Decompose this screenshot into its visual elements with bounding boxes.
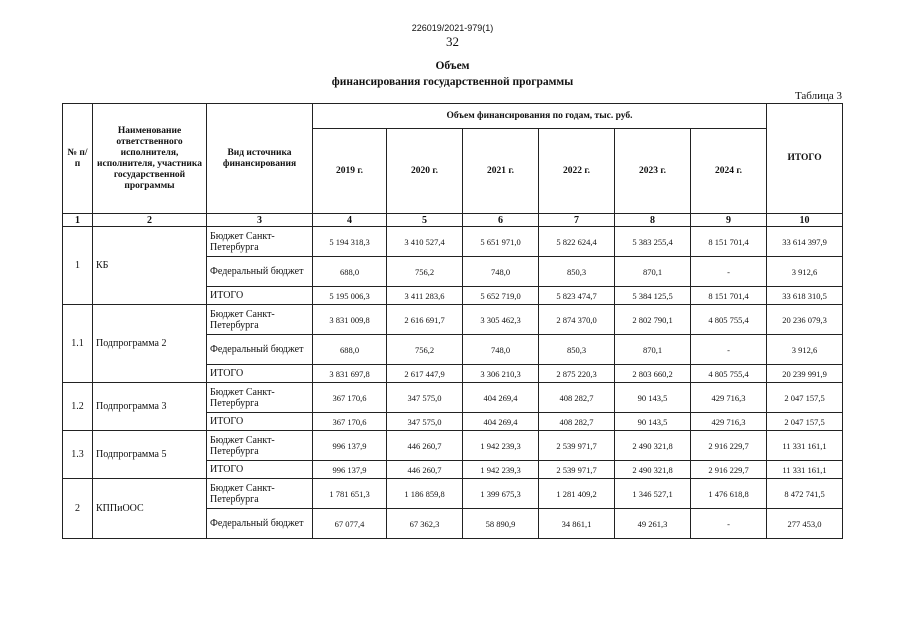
- cell-value: 404 269,4: [463, 413, 539, 431]
- column-number: 1: [63, 214, 93, 227]
- cell-total: 11 331 161,1: [767, 461, 843, 479]
- row-name: КБ: [93, 227, 207, 305]
- cell-value: -: [691, 509, 767, 539]
- cell-value: 2 916 229,7: [691, 431, 767, 461]
- header-source: Вид источника финансирования: [207, 104, 313, 214]
- cell-value: 2 802 790,1: [615, 305, 691, 335]
- cell-value: 688,0: [313, 335, 387, 365]
- row-index: 1.3: [63, 431, 93, 479]
- cell-value: 3 831 009,8: [313, 305, 387, 335]
- header-year: 2023 г.: [615, 129, 691, 214]
- cell-value: 5 823 474,7: [539, 287, 615, 305]
- header-total: ИТОГО: [767, 104, 843, 214]
- cell-value: 67 362,3: [387, 509, 463, 539]
- cell-value: 1 476 618,8: [691, 479, 767, 509]
- row-source: Бюджет Санкт-Петербурга: [207, 383, 313, 413]
- row-source: ИТОГО: [207, 461, 313, 479]
- column-number: 5: [387, 214, 463, 227]
- column-number: 4: [313, 214, 387, 227]
- cell-value: 996 137,9: [313, 461, 387, 479]
- row-source: ИТОГО: [207, 287, 313, 305]
- cell-value: 367 170,6: [313, 383, 387, 413]
- cell-value: 4 805 755,4: [691, 365, 767, 383]
- column-number-row: [63, 214, 843, 227]
- row-index: 1.1: [63, 305, 93, 383]
- cell-value: 3 410 527,4: [387, 227, 463, 257]
- table-row: [63, 479, 843, 509]
- cell-value: 446 260,7: [387, 461, 463, 479]
- cell-value: 1 781 651,3: [313, 479, 387, 509]
- header-year: 2019 г.: [313, 129, 387, 214]
- row-name: Подпрограмма 2: [93, 305, 207, 383]
- header-name: Наименование ответственного исполнителя, исполнителя, участника государственной программы: [93, 104, 207, 214]
- page-number: 32: [446, 34, 459, 49]
- cell-value: 748,0: [463, 257, 539, 287]
- column-number: 10: [767, 214, 843, 227]
- cell-value: 429 716,3: [691, 383, 767, 413]
- table-row: [63, 383, 843, 413]
- column-number: 6: [463, 214, 539, 227]
- cell-value: 5 384 125,5: [615, 287, 691, 305]
- row-source: Федеральный бюджет: [207, 257, 313, 287]
- row-name: Подпрограмма 5: [93, 431, 207, 479]
- cell-value: 5 652 719,0: [463, 287, 539, 305]
- cell-value: 5 194 318,3: [313, 227, 387, 257]
- document-title: Объем: [435, 60, 470, 72]
- cell-value: 408 282,7: [539, 383, 615, 413]
- row-source: Бюджет Санкт-Петербурга: [207, 305, 313, 335]
- cell-value: 429 716,3: [691, 413, 767, 431]
- cell-value: 446 260,7: [387, 431, 463, 461]
- cell-value: 2 490 321,8: [615, 461, 691, 479]
- column-number: 3: [207, 214, 313, 227]
- cell-value: 756,2: [387, 335, 463, 365]
- cell-total: 2 047 157,5: [767, 413, 843, 431]
- cell-value: 756,2: [387, 257, 463, 287]
- cell-value: -: [691, 257, 767, 287]
- row-source: Федеральный бюджет: [207, 509, 313, 539]
- cell-value: 2 539 971,7: [539, 431, 615, 461]
- header-year: 2024 г.: [691, 129, 767, 214]
- cell-value: -: [691, 335, 767, 365]
- cell-value: 2 490 321,8: [615, 431, 691, 461]
- cell-value: 3 411 283,6: [387, 287, 463, 305]
- header-num: № п/п: [63, 104, 93, 214]
- cell-value: 870,1: [615, 257, 691, 287]
- cell-value: 870,1: [615, 335, 691, 365]
- header-volume: Объем финансирования по годам, тыс. руб.: [313, 104, 767, 129]
- cell-value: 58 890,9: [463, 509, 539, 539]
- cell-total: 2 047 157,5: [767, 383, 843, 413]
- row-name: КППиООС: [93, 479, 207, 539]
- cell-value: 2 617 447,9: [387, 365, 463, 383]
- cell-value: 67 077,4: [313, 509, 387, 539]
- cell-value: 1 942 239,3: [463, 431, 539, 461]
- cell-value: 748,0: [463, 335, 539, 365]
- cell-value: 1 281 409,2: [539, 479, 615, 509]
- cell-value: 408 282,7: [539, 413, 615, 431]
- cell-value: 3 305 462,3: [463, 305, 539, 335]
- cell-total: 8 472 741,5: [767, 479, 843, 509]
- row-index: 1.2: [63, 383, 93, 431]
- header-year: 2021 г.: [463, 129, 539, 214]
- table-row: [63, 305, 843, 335]
- cell-total: 11 331 161,1: [767, 431, 843, 461]
- cell-value: 5 822 624,4: [539, 227, 615, 257]
- document-id: 226019/2021-979(1): [411, 23, 494, 33]
- row-source: Бюджет Санкт-Петербурга: [207, 479, 313, 509]
- cell-value: 4 805 755,4: [691, 305, 767, 335]
- column-number: 7: [539, 214, 615, 227]
- row-source: Федеральный бюджет: [207, 335, 313, 365]
- cell-value: 5 651 971,0: [463, 227, 539, 257]
- cell-value: 5 383 255,4: [615, 227, 691, 257]
- cell-total: 33 618 310,5: [767, 287, 843, 305]
- cell-value: 90 143,5: [615, 413, 691, 431]
- cell-value: 34 861,1: [539, 509, 615, 539]
- cell-value: 2 874 370,0: [539, 305, 615, 335]
- cell-value: 996 137,9: [313, 431, 387, 461]
- row-source: Бюджет Санкт-Петербурга: [207, 431, 313, 461]
- cell-value: 1 186 859,8: [387, 479, 463, 509]
- cell-value: 404 269,4: [463, 383, 539, 413]
- cell-value: 8 151 701,4: [691, 287, 767, 305]
- cell-value: 3 306 210,3: [463, 365, 539, 383]
- cell-value: 1 399 675,3: [463, 479, 539, 509]
- cell-value: 347 575,0: [387, 413, 463, 431]
- cell-value: 2 803 660,2: [615, 365, 691, 383]
- cell-value: 850,3: [539, 335, 615, 365]
- header-year: 2020 г.: [387, 129, 463, 214]
- cell-total: 3 912,6: [767, 335, 843, 365]
- cell-value: 1 942 239,3: [463, 461, 539, 479]
- row-name: Подпрограмма 3: [93, 383, 207, 431]
- financing-table: [62, 103, 843, 539]
- cell-total: 3 912,6: [767, 257, 843, 287]
- row-source: Бюджет Санкт-Петербурга: [207, 227, 313, 257]
- row-source: ИТОГО: [207, 413, 313, 431]
- cell-value: 2 616 691,7: [387, 305, 463, 335]
- cell-value: 3 831 697,8: [313, 365, 387, 383]
- row-index: 1: [63, 227, 93, 305]
- document-subtitle: финансирования государственной программы: [331, 76, 574, 88]
- cell-value: 90 143,5: [615, 383, 691, 413]
- row-source: ИТОГО: [207, 365, 313, 383]
- column-number: 8: [615, 214, 691, 227]
- cell-total: 20 239 991,9: [767, 365, 843, 383]
- cell-value: 1 346 527,1: [615, 479, 691, 509]
- column-number: 2: [93, 214, 207, 227]
- table-row: [63, 431, 843, 461]
- cell-value: 5 195 006,3: [313, 287, 387, 305]
- column-number: 9: [691, 214, 767, 227]
- cell-value: 2 875 220,3: [539, 365, 615, 383]
- cell-value: 850,3: [539, 257, 615, 287]
- cell-value: 347 575,0: [387, 383, 463, 413]
- row-index: 2: [63, 479, 93, 539]
- cell-value: 688,0: [313, 257, 387, 287]
- table-row: [63, 227, 843, 257]
- cell-total: 33 614 397,9: [767, 227, 843, 257]
- cell-value: 367 170,6: [313, 413, 387, 431]
- table-label: Таблица 3: [794, 90, 842, 102]
- cell-value: 2 539 971,7: [539, 461, 615, 479]
- cell-value: 8 151 701,4: [691, 227, 767, 257]
- cell-total: 277 453,0: [767, 509, 843, 539]
- cell-value: 49 261,3: [615, 509, 691, 539]
- cell-total: 20 236 079,3: [767, 305, 843, 335]
- cell-value: 2 916 229,7: [691, 461, 767, 479]
- header-year: 2022 г.: [539, 129, 615, 214]
